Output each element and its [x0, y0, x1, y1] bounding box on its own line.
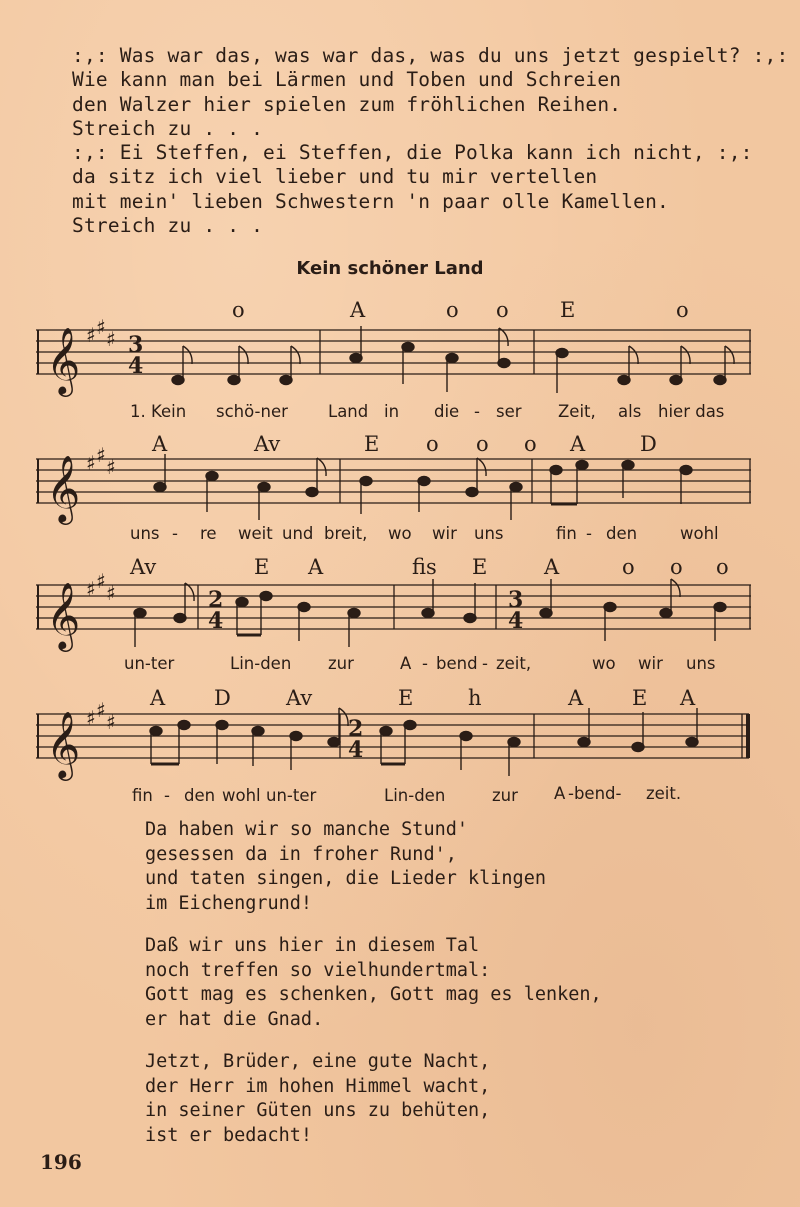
verse-line: Wie kann man bei Lärmen und Toben und Schreien: [72, 68, 622, 92]
lyric-syllable: Zeit,: [558, 402, 596, 421]
stanza-line: im Eichengrund!: [145, 892, 313, 914]
chord-symbol: E: [364, 432, 380, 456]
song-title: Kein schöner Land: [296, 258, 484, 279]
svg-text:4: 4: [208, 608, 224, 634]
stanza-3: [145, 934, 745, 1032]
lyric-syllable: 1. Kein: [130, 402, 187, 421]
verse-line: Streich zu . . .: [72, 214, 264, 238]
lyric-syllable: wir: [638, 654, 663, 673]
stanza-line: Jetzt, Brüder, eine gute Nacht,: [145, 1051, 491, 1072]
stanza-line: noch treffen so vielhundertmal:: [145, 959, 491, 981]
verse-line: den Walzer hier spielen zum fröhlichen Reihen.: [72, 92, 622, 116]
lyric-syllable: den: [184, 786, 216, 805]
chord-symbol: A: [570, 432, 586, 456]
lyric-syllable: fin: [132, 786, 153, 805]
svg-text:4: 4: [508, 608, 524, 634]
lyric-syllable: Land: [328, 402, 369, 421]
svg-text:♯: ♯: [106, 455, 116, 479]
music-system-2: [36, 432, 756, 552]
svg-text:4: 4: [128, 353, 144, 379]
svg-text:2: 2: [348, 716, 364, 742]
chord-symbol: A: [308, 555, 324, 579]
lyric-syllable: wohl: [222, 786, 261, 805]
svg-text:𝄞: 𝄞: [46, 454, 81, 522]
chord-symbol: D: [214, 686, 231, 710]
chord-symbol: o: [524, 432, 537, 456]
svg-text:♯: ♯: [96, 443, 106, 467]
music-system-3: [36, 555, 756, 685]
svg-text:𝄞: 𝄞: [46, 326, 81, 394]
svg-text:♯: ♯: [86, 706, 96, 730]
chord-symbol: E: [472, 555, 488, 579]
lyric-syllable: wo: [388, 524, 412, 543]
stanza-line: er hat die Gnad.: [145, 1008, 324, 1030]
svg-text:♯: ♯: [106, 581, 116, 605]
chord-symbol: A: [152, 432, 168, 456]
stanza-2: [145, 818, 745, 916]
chord-symbol: o: [476, 432, 489, 456]
chord-symbol: o: [446, 298, 459, 322]
lyric-syllable: die: [434, 402, 460, 421]
lyric-syllable: schö-ner: [216, 402, 288, 421]
stanza-line: gesessen da in froher Rund',: [145, 843, 457, 865]
chord-symbol: o: [426, 432, 439, 456]
svg-text:3: 3: [508, 587, 524, 613]
lyric-syllable: A: [554, 784, 566, 803]
chord-symbol: Av: [286, 686, 313, 710]
svg-text:♯: ♯: [86, 451, 96, 475]
stanza-4: [145, 1050, 745, 1148]
music-system-4: [36, 686, 756, 811]
lyric-syllable: uns: [130, 524, 160, 543]
svg-text:𝄞: 𝄞: [46, 581, 81, 649]
verse-line: mit mein' lieben Schwestern 'n paar olle Kamellen.: [72, 189, 669, 213]
lyric-syllable: zur: [492, 786, 518, 805]
verse-line: da sitz ich viel lieber und tu mir vertellen: [72, 165, 598, 189]
svg-text:♯: ♯: [86, 323, 96, 347]
staff-1: [36, 298, 756, 398]
lyric-syllable: als: [618, 402, 642, 421]
lyric-syllable: -: [474, 402, 480, 421]
chord-symbol: o: [232, 298, 245, 322]
chord-symbol: fis: [412, 555, 437, 579]
verse-line: :,: Was war das, was war das, was du uns jetzt gespielt? :,:: [72, 44, 789, 67]
svg-text:2: 2: [208, 587, 224, 613]
lyric-syllable: uns: [474, 524, 504, 543]
chord-symbol: o: [622, 555, 635, 579]
chord-symbol: o: [670, 555, 683, 579]
lyric-syllable: -bend-: [568, 784, 622, 803]
lyric-syllable: Lin-den: [384, 786, 446, 805]
chord-symbol: E: [254, 555, 270, 579]
verse-line: :,: Ei Steffen, ei Steffen, die Polka kann ich nicht, :,:: [72, 141, 753, 165]
verse-continuation: [72, 44, 789, 238]
stanza-line: Daß wir uns hier in diesem Tal: [145, 935, 480, 956]
svg-text:♯: ♯: [96, 569, 106, 593]
lyric-syllable: Lin-den: [230, 654, 292, 673]
chord-symbol: D: [640, 432, 657, 456]
chord-symbol: A: [568, 686, 584, 710]
lyric-syllable: un-ter: [266, 786, 317, 805]
chord-symbol: o: [716, 555, 729, 579]
lyric-syllable: bend: [436, 654, 478, 673]
lyric-syllable: -: [164, 786, 170, 805]
lyric-syllable: den: [606, 524, 638, 543]
stanza-line: und taten singen, die Lieder klingen: [145, 868, 546, 889]
lyric-syllable: wo: [592, 654, 616, 673]
chord-symbol: A: [350, 298, 366, 322]
lyric-syllable: in: [384, 402, 400, 421]
svg-text:3: 3: [128, 332, 144, 358]
svg-text:4: 4: [348, 737, 364, 763]
chord-symbol: E: [398, 686, 414, 710]
stanza-line: Gott mag es schenken, Gott mag es lenken,: [145, 984, 602, 1005]
lyric-syllable: -: [586, 524, 592, 543]
lyric-syllable: breit,: [324, 524, 368, 543]
stanza-line: ist er bedacht!: [145, 1124, 313, 1146]
music-system-1: [36, 298, 756, 428]
lyric-syllable: -: [482, 654, 488, 673]
lyric-syllable: uns: [686, 654, 716, 673]
lyric-syllable: -: [422, 654, 428, 673]
chord-symbol: E: [560, 298, 576, 322]
lyric-syllable: -: [172, 524, 178, 543]
svg-text:♯: ♯: [106, 327, 116, 351]
staff-4: [36, 686, 756, 786]
stanza-line: der Herr im hohen Himmel wacht,: [145, 1075, 491, 1097]
page-number: 196: [40, 1150, 82, 1174]
stanza-line: in seiner Güten uns zu behüten,: [145, 1100, 491, 1121]
chord-symbol: A: [680, 686, 696, 710]
lyric-syllable: ser: [496, 402, 522, 421]
lyric-syllable: fin: [556, 524, 577, 543]
svg-text:♯: ♯: [96, 698, 106, 722]
chord-symbol: A: [150, 686, 166, 710]
lyric-syllable: A: [400, 654, 412, 673]
lyric-syllable: hier das: [658, 402, 725, 421]
svg-text:♯: ♯: [106, 710, 116, 734]
lyric-syllable: zeit,: [496, 654, 532, 673]
chord-symbol: E: [632, 686, 648, 710]
lyric-syllable: zur: [328, 654, 354, 673]
chord-symbol: o: [496, 298, 509, 322]
chord-symbol: Av: [130, 555, 157, 579]
lyric-syllable: und: [282, 524, 314, 543]
chord-symbol: Av: [254, 432, 281, 456]
lyric-syllable: wohl: [680, 524, 719, 543]
lyric-syllable: un-ter: [124, 654, 175, 673]
stanzas: [145, 818, 745, 1166]
svg-text:♯: ♯: [96, 315, 106, 339]
verse-line: Streich zu . . .: [72, 116, 264, 140]
lyric-syllable: zeit.: [646, 784, 682, 803]
stanza-line: Da haben wir so manche Stund': [145, 819, 469, 840]
svg-text:♯: ♯: [86, 577, 96, 601]
chord-symbol: o: [676, 298, 689, 322]
lyric-syllable: wir: [432, 524, 457, 543]
lyric-syllable: re: [200, 524, 217, 543]
chord-symbol: h: [468, 686, 482, 710]
svg-text:𝄞: 𝄞: [46, 710, 81, 778]
chord-symbol: A: [544, 555, 560, 579]
lyric-syllable: weit: [238, 524, 273, 543]
